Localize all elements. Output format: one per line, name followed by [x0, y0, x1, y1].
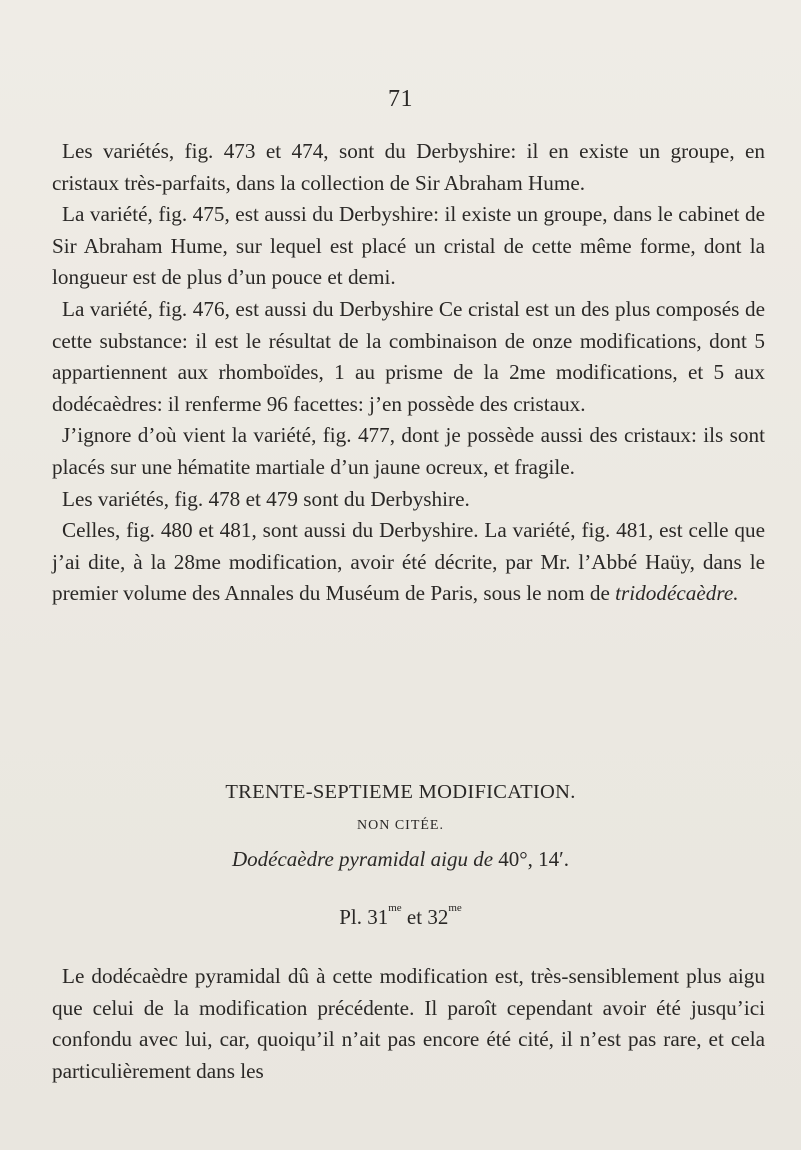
plate-mid: et 32 [406, 905, 449, 929]
paragraph-1: Les variétés, fig. 473 et 474, sont du Derbyshire: il en existe un groupe, en cristaux très-parfaits, dans la collection de Sir Abraham Hume. [52, 139, 765, 195]
body-text [52, 136, 765, 610]
paragraph-6 [52, 515, 765, 610]
description-angle: 40°, 14′. [498, 847, 570, 871]
paragraph-6-italic: tridodécaèdre. [615, 581, 739, 606]
plate-sup-1: me [388, 902, 402, 914]
paragraph-4: J’ignore d’où vient la variété, fig. 477, dont je possède aussi des cristaux: ils sont placés sur une hématite martiale d’un jaune ocreux, et fragile. [52, 423, 765, 479]
paragraph-6-text: Celles, fig. 480 et 481, sont aussi du Derbyshire. La variété, fig. 481, est celle que j’ai dite, à la 28me modification, avoir été décrite, par Mr. l’Abbé Haüy, dans le premier volume des Annales du Muséum de Paris, sous le nom de [52, 518, 765, 606]
section-description [0, 847, 801, 872]
lower-paragraph: Le dodécaèdre pyramidal dû à cette modification est, très-sensiblement plus aigu que celui de la modification précédente. Il paroît cependant avoir été jusqu’ici confondu avec lui, car, quoiqu’il n’ait pas encore été cité, il n’est pas rare, et cela particulièrement dans les [52, 964, 765, 1083]
paragraph-5: Les variétés, fig. 478 et 479 sont du Derbyshire. [62, 486, 470, 511]
plate-prefix: Pl. 31 [339, 905, 389, 929]
section-title: TRENTE-SEPTIEME MODIFICATION. [225, 781, 576, 803]
plate-reference [0, 902, 801, 930]
paragraph-2: La variété, fig. 475, est aussi du Derbyshire: il existe un groupe, dans le cabinet de Sir Abraham Hume, sur lequel est placé un cristal de cette même forme, dont la longueur est de plus d’un pouce et demi. [52, 202, 765, 290]
paragraph-3: La variété, fig. 476, est aussi du Derbyshire Ce cristal est un des plus composés de cette substance: il est le résultat de la combinaison de onze modifications, dont 5 appartiennent aux rhomboïdes, 1 au prisme de la 2me modifications, et 5 aux dodécaèdres: il renferme 96 facettes: j’en possède des cristaux. [52, 296, 765, 416]
lower-text [52, 961, 765, 1087]
plate-sup-2: me [448, 902, 462, 914]
description-italic: Dodécaèdre pyramidal aigu de [231, 847, 494, 871]
section-subtitle: NON CITÉE. [357, 818, 444, 833]
page-number: 71 [388, 86, 413, 112]
